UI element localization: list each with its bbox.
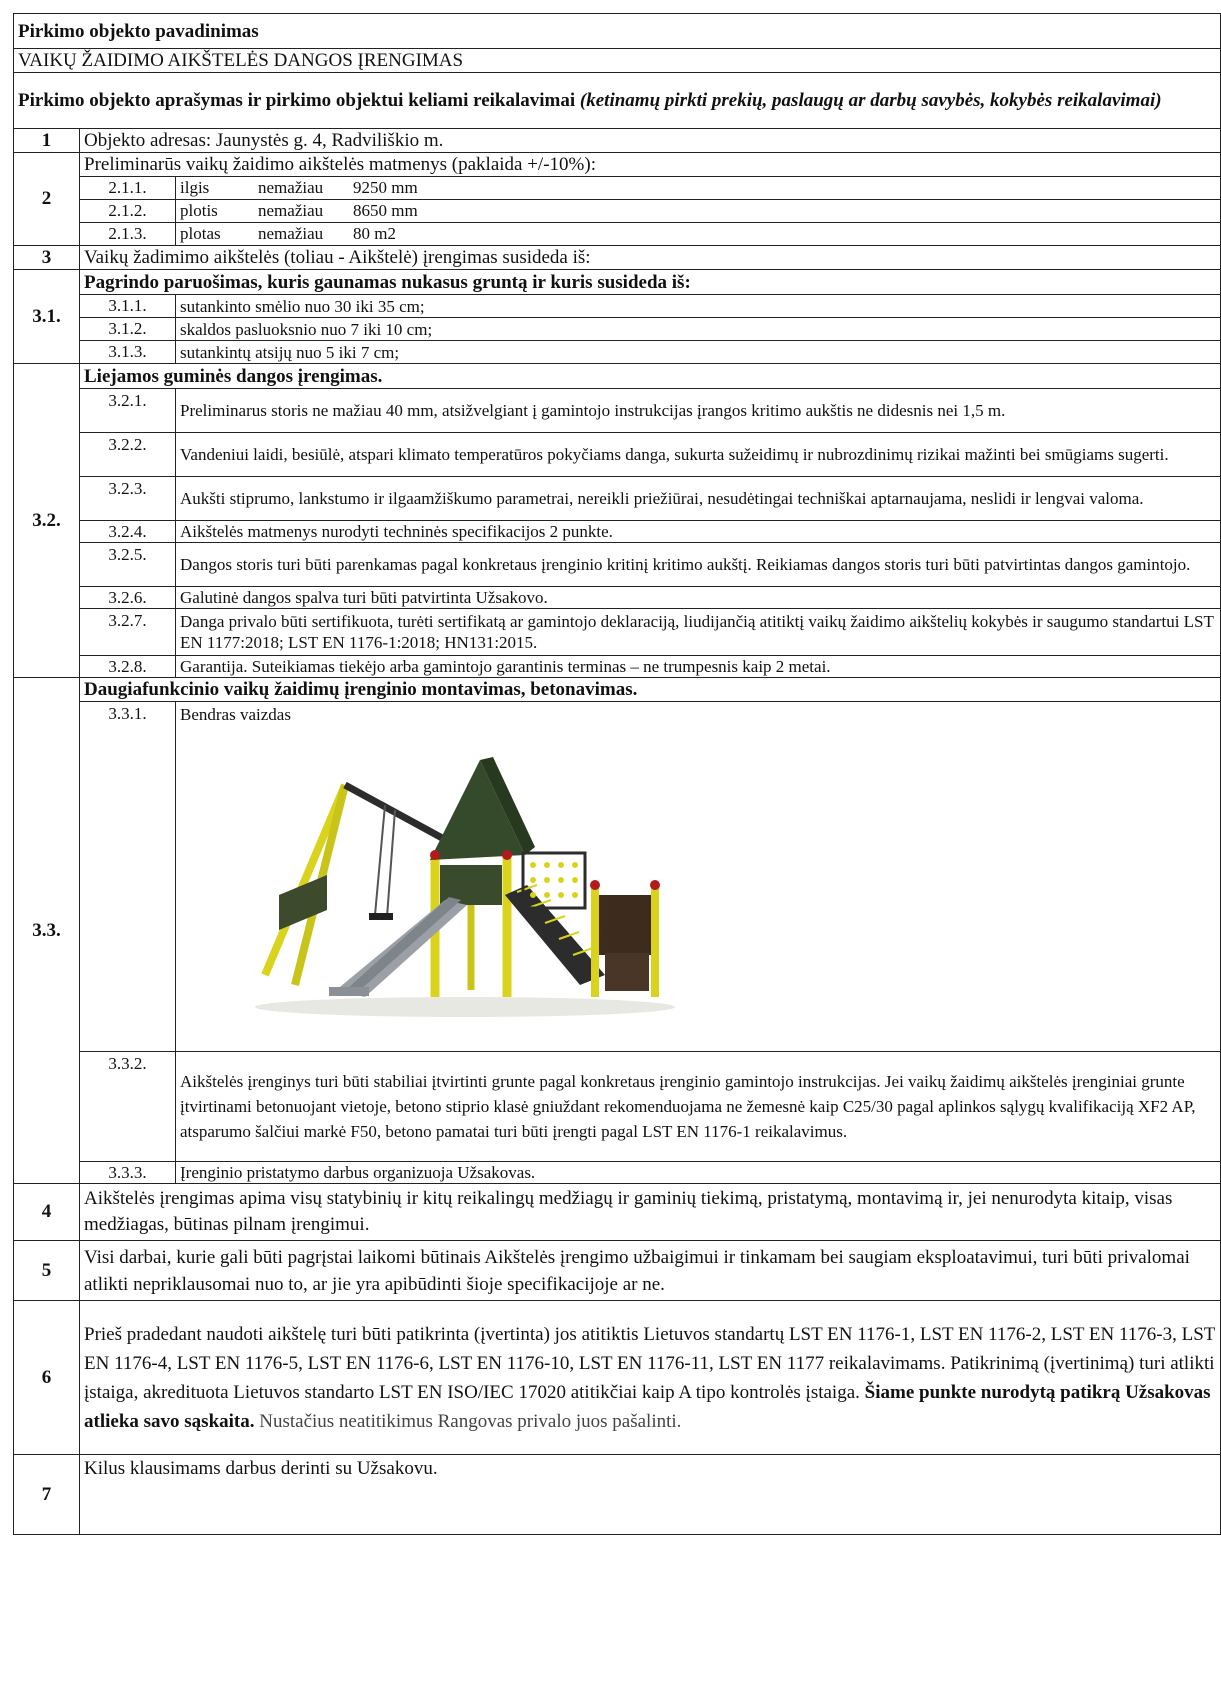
specification-table <box>13 13 1221 1535</box>
dimension-value: 8650 mm <box>353 201 418 220</box>
item-id: 2.1.2. <box>80 200 176 223</box>
dimension-value: 80 m2 <box>353 224 396 243</box>
item-id: 3.2.6. <box>80 587 176 609</box>
row-number: 5 <box>14 1241 80 1301</box>
item-text: Danga privalo būti sertifikuota, turėti sertifikatą ar gamintojo deklaraciją, liudijančią atitiktį vaikų žaidimo aikštelių kokybės ir saugumo standartui LST EN 1177:2018; LST EN 1176-1:2018; HN131:2015. <box>176 609 1221 656</box>
item-id: 3.2.2. <box>80 433 176 477</box>
dimension-name: plotas <box>180 224 221 243</box>
item-text: Bendras vaizdas <box>180 705 291 724</box>
item-id: 3.1.3. <box>80 341 176 364</box>
general-view-cell <box>176 702 1221 1052</box>
dimension-area <box>176 223 1221 246</box>
playground-equipment-image <box>235 735 695 1035</box>
row-number: 3.2. <box>14 364 80 678</box>
item-text: Aikštelės matmenys nurodyti techninės specifikacijos 2 punkte. <box>176 521 1221 543</box>
item-id: 3.1.2. <box>80 318 176 341</box>
item-text: Dangos storis turi būti parenkamas pagal konkretaus įrenginio kritinį kritimo aukštį. Reikiamas dangos storis turi būti patvirtintas dangos gamintojo. <box>176 543 1221 587</box>
item-id: 3.3.3. <box>80 1162 176 1184</box>
object-name: VAIKŲ ŽAIDIMO AIKŠTELĖS DANGOS ĮRENGIMAS <box>14 49 1221 73</box>
item-text: Aikštelės įrenginys turi būti stabiliai įtvirtinti grunte pagal konkretaus įrenginio gamintojo instrukcijas. Jei vaikų žaidimų aikštelės įrenginiai grunte įtvirtinami betonuojant vietoje, betono stiprio klasė gniuždant rekomenduojama ne žemesnė kaip C25/30 pagal aplinkos sąlygų kvalifikaciją XF2 AP, atsparumo šalčiui markė F50, betono pamatai turi būti įrengti pagal LST EN 1176-1 reikalavimus. <box>176 1052 1221 1162</box>
dimension-qualifier: nemažiau <box>258 224 324 243</box>
inspection-tail: Nustačius neatitikimus Rangovas privalo juos pašalinti. <box>259 1410 682 1432</box>
item-text: Aukšti stiprumo, lankstumo ir ilgaamžiškumo parametrai, nereikli priežiūrai, nesudėtingai techniškai aptarnaujama, neslidi ir lengvai valoma. <box>176 477 1221 521</box>
item-id: 3.2.8. <box>80 656 176 678</box>
dimension-qualifier: nemažiau <box>258 178 324 197</box>
base-preparation-title: Pagrindo paruošimas, kuris gaunamas nukasus gruntą ir kuris susideda iš: <box>80 270 1221 295</box>
dimension-value: 9250 mm <box>353 178 418 197</box>
dimensions-title: Preliminarūs vaikų žaidimo aikštelės matmenys (paklaida +/-10%): <box>80 153 1221 177</box>
item-id: 2.1.3. <box>80 223 176 246</box>
item-id: 3.3.1. <box>80 702 176 1052</box>
contact-text: Kilus klausimams darbus derinti su Užsakovu. <box>80 1455 1221 1535</box>
description-label-bold: Pirkimo objekto aprašymas ir pirkimo objektui keliami reikalavimai <box>18 90 576 111</box>
dimension-width <box>176 200 1221 223</box>
dimension-length <box>176 177 1221 200</box>
item-id: 3.2.5. <box>80 543 176 587</box>
item-id: 3.2.1. <box>80 389 176 433</box>
dimension-qualifier: nemažiau <box>258 201 324 220</box>
object-description-label <box>14 73 1221 129</box>
item-id: 2.1.1. <box>80 177 176 200</box>
object-name-label: Pirkimo objekto pavadinimas <box>14 14 1221 49</box>
row-number: 1 <box>14 129 80 153</box>
row-number: 6 <box>14 1301 80 1455</box>
item-id: 3.2.3. <box>80 477 176 521</box>
row-number: 2 <box>14 153 80 246</box>
item-text: sutankintų atsijų nuo 5 iki 7 cm; <box>176 341 1221 364</box>
item-id: 3.3.2. <box>80 1052 176 1162</box>
row-number: 3 <box>14 246 80 270</box>
works-text: Visi darbai, kurie gali būti pagrįstai laikomi būtinais Aikštelės įrengimo užbaigimui ir tinkamam bei saugiam eksploatavimui, turi būti privalomai atlikti nepriklausomai nuo to, ar jie yra apibūdinti šioje specifikacijoje ar ne. <box>80 1241 1221 1301</box>
description-label-italic: (ketinamų pirkti prekių, paslaugų ar darbų savybės, kokybės reikalavimai) <box>579 90 1162 111</box>
equipment-install-title: Daugiafunkcinio vaikų žaidimų įrenginio montavimas, betonavimas. <box>80 678 1221 702</box>
inspection-bold: Šiame punkte nurodytą patikrą Užsakovas atlieka savo sąskaita. <box>84 1381 1211 1432</box>
row-number: 3.1. <box>14 270 80 364</box>
specification-page <box>13 13 1220 1696</box>
inspection-text <box>80 1301 1221 1455</box>
item-text: Garantija. Suteikiamas tiekėjo arba gamintojo garantinis terminas – ne trumpesnis kaip 2 metai. <box>176 656 1221 678</box>
item-id: 3.2.7. <box>80 609 176 656</box>
item-text: skaldos pasluoksnio nuo 7 iki 10 cm; <box>176 318 1221 341</box>
row-number: 3.3. <box>14 678 80 1184</box>
item-text: Preliminarus storis ne mažiau 40 mm, atsižvelgiant į gamintojo instrukcijas įrangos kritimo aukštis ne didesnis nei 1,5 m. <box>176 389 1221 433</box>
scope-text: Aikštelės įrengimas apima visų statybinių ir kitų reikalingų medžiagų ir gaminių tiekimą, pristatymą, montavimą ir, jei nenurodyta kitaip, visas medžiagas, būtinas pilnam įrengimui. <box>80 1184 1221 1241</box>
inspection-main: Prieš pradedant naudoti aikštelę turi būti patikrinta (įvertinta) jos atitiktis Lietuvos standartų LST EN 1176-1, LST EN 1176-2, LST EN 1176-3, LST EN 1176-4, LST EN 1176-5, LST EN 1176-6, LST EN 1176-10, LST EN 1176-11, LST EN 1177 reikalavimams. Patikrinimą (įvertinimą) turi atlikti įstaiga, akredituota Lietuvos standarto LST EN ISO/IEC 17020 atitikčiai kaip A tipo kontrolės įstaiga. <box>84 1323 1216 1403</box>
address-text: Objekto adresas: Jaunystės g. 4, Radviliškio m. <box>80 129 1221 153</box>
item-text: Vandeniui laidi, besiūlė, atspari klimato temperatūros pokyčiams danga, sukurta sužeidimų ir nubrozdinimų rizikai mažinti bei smūgiams sugerti. <box>176 433 1221 477</box>
row-number: 7 <box>14 1455 80 1535</box>
item-text: Įrenginio pristatymo darbus organizuoja Užsakovas. <box>176 1162 1221 1184</box>
item-text: Galutinė dangos spalva turi būti patvirtinta Užsakovo. <box>176 587 1221 609</box>
row-number: 4 <box>14 1184 80 1241</box>
dimension-name: ilgis <box>180 178 210 197</box>
rubber-surface-title: Liejamos guminės dangos įrengimas. <box>80 364 1221 389</box>
composition-text: Vaikų žadimimo aikštelės (toliau - Aikštelė) įrengimas susideda iš: <box>80 246 1221 270</box>
dimension-name: plotis <box>180 201 218 220</box>
item-text: sutankinto smėlio nuo 30 iki 35 cm; <box>176 295 1221 318</box>
item-id: 3.2.4. <box>80 521 176 543</box>
item-id: 3.1.1. <box>80 295 176 318</box>
